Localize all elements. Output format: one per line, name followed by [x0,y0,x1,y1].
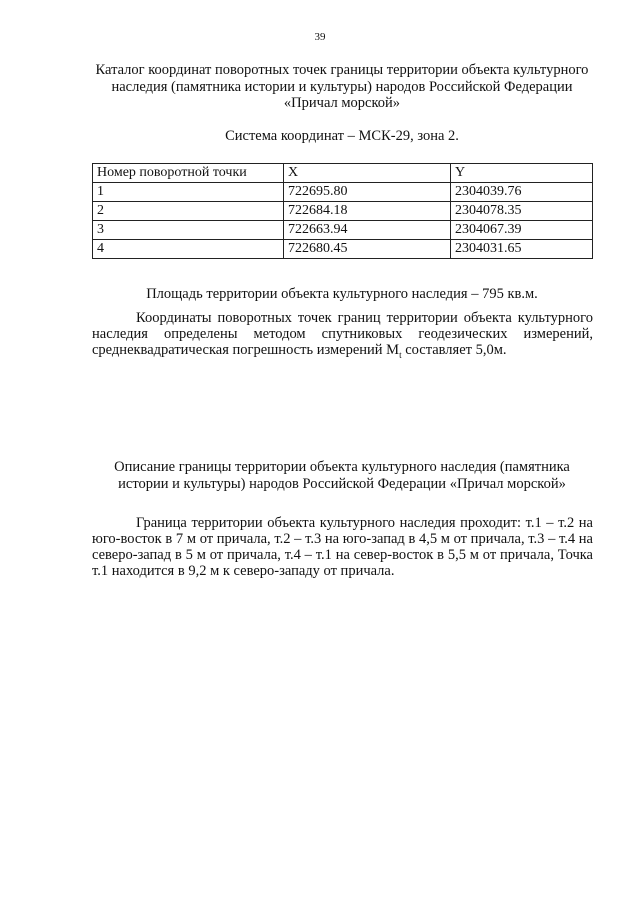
page-number: 39 [314,31,326,43]
accuracy-paragraph [92,310,593,363]
accuracy-text-end: составляет 5,0м. [401,342,507,358]
boundary-description-paragraph: Граница территории объекта культурного наследия проходит: т.1 – т.2 на юго-восток в 7 м от причала, т.2 – т.3 на юго-запад в 4,5 м от причала, т.3 – т.4 на северо-запад в 5 м от причала, т.4 – т.1 на север-восток в 5,5 м от причала, Точка т.1 находится в 9,2 м к северо-западу от причала. [92,515,593,579]
table-header-row [93,164,593,183]
catalog-title: Каталог координат поворотных точек границы территории объекта культурного наследия (памятника истории и культуры) народов Российской Федерации «Причал морской» [95,62,589,111]
table-row [93,183,593,202]
cell-x: 722663.94 [284,221,451,240]
cell-y: 2304031.65 [451,240,593,259]
table-row [93,221,593,240]
cell-y: 2304067.39 [451,221,593,240]
cell-x: 722680.45 [284,240,451,259]
cell-point-number: 4 [93,240,284,259]
boundary-section-title: Описание границы территории объекта культурного наследия (памятника истории и культуры) народов Российской Федерации «Причал морской» [114,459,570,492]
cell-x: 722695.80 [284,183,451,202]
accuracy-subscript: t [399,349,402,360]
accuracy-text: Координаты поворотных точек границ территории объекта культурного наследия определены методом спутниковых геодезических измерений, среднеквадратическая погрешность измерений M [92,310,593,358]
coordinates-table [92,163,593,259]
column-header-y: Y [451,164,593,183]
cell-x: 722684.18 [284,202,451,221]
cell-point-number: 2 [93,202,284,221]
column-header-point-number: Номер поворотной точки [93,164,284,183]
cell-point-number: 1 [93,183,284,202]
cell-y: 2304039.76 [451,183,593,202]
table-row [93,202,593,221]
coordinate-system-line: Система координат – МСК-29, зона 2. [225,128,459,144]
area-statement: Площадь территории объекта культурного наследия – 795 кв.м. [146,286,538,302]
column-header-x: X [284,164,451,183]
cell-point-number: 3 [93,221,284,240]
table-row [93,240,593,259]
cell-y: 2304078.35 [451,202,593,221]
